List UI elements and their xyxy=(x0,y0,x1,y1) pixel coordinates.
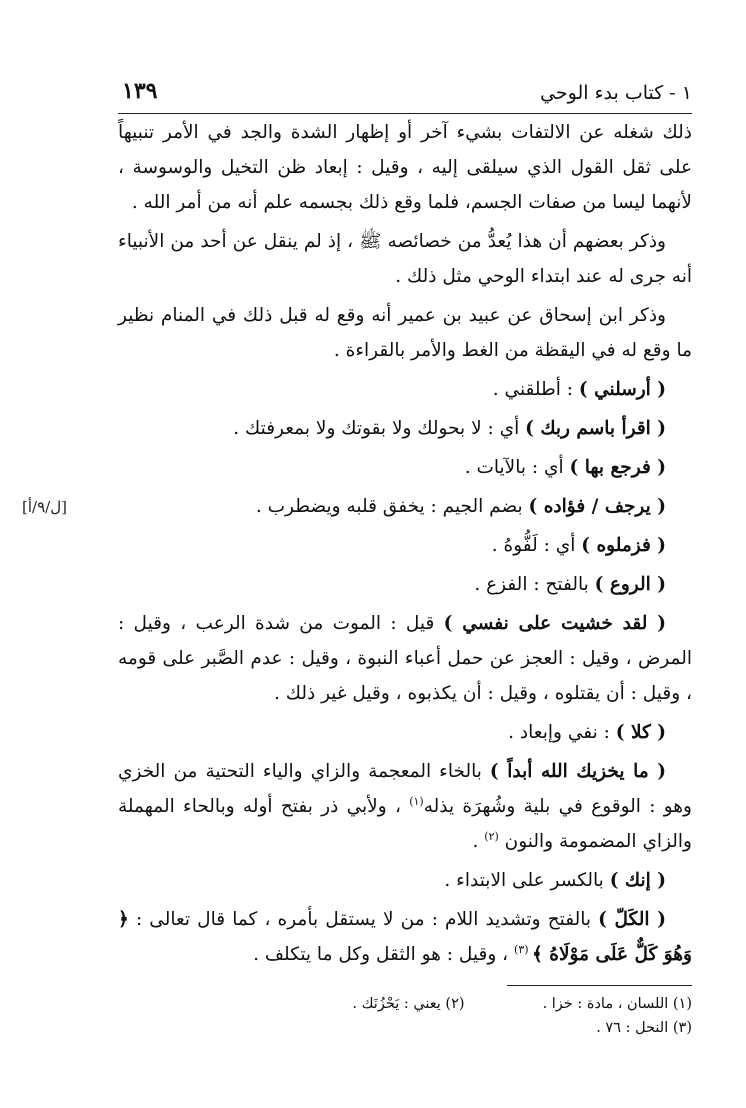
paragraph-text: ذلك شغله عن الالتفات بشيء آخر أو إظهار الشدة والجد في الأمر تنبيهاً على ثقل القول الذي سيلقى إليه ، وقيل : إبعاد ظن التخيل والوسوسة ، لأنهما ليسا من صفات الجسم، فلما وقع ذلك بجسمه علم أنه من أمر الله . xyxy=(118,122,692,213)
footnotes xyxy=(118,992,692,1040)
lemma-term: ( كلا ) xyxy=(615,722,666,743)
lemma-term: ﴿ وَهُوَ كَلٌّ عَلَى مَوْلَاهُ ﴾ xyxy=(118,909,692,965)
paragraph xyxy=(118,754,692,859)
running-title: ١ - كتاب بدء الوحي xyxy=(540,82,692,104)
paragraph-text: ، وقيل : هو الثقل وكل ما يتكلف . xyxy=(253,944,515,965)
lemma-term: ( الروع ) xyxy=(594,574,666,595)
paragraph xyxy=(118,372,692,407)
paragraph xyxy=(118,715,692,750)
page-header-area xyxy=(118,78,692,112)
paragraph-text: بالكسر على الابتداء . xyxy=(444,870,610,891)
paragraph-text: بالفتح : الفزع . xyxy=(474,574,595,595)
paragraph-text: بضم الجيم : يخفق قلبه ويضطرب . xyxy=(255,496,529,517)
paragraph xyxy=(118,298,692,368)
footnote-row-1 xyxy=(118,992,692,1016)
footnote-2: (٢) يعني : يَحْزُنَك . xyxy=(352,996,465,1012)
footnote-3: (٣) النحل : ٧٦ . xyxy=(596,1020,692,1036)
lemma-term: ( فزملوه ) xyxy=(581,535,666,556)
footnote-ref: (١) xyxy=(409,794,424,808)
paragraph-text: وذكر بعضهم أن هذا يُعدُّ من خصائصه ﷺ ، إذ لم ينقل عن أحد من الأنبياء أنه جرى له عند ابتداء الوحي مثل ذلك . xyxy=(118,231,692,287)
running-header xyxy=(118,78,692,112)
paragraph-text: وذكر ابن إسحاق عن عبيد بن عمير أنه وقع له قبل ذلك في المنام نظير ما وقع له في اليقظة من الغط والأمر بالقراءة . xyxy=(118,305,692,361)
main-text xyxy=(118,115,692,976)
paragraph-text: : نفي وإبعاد . xyxy=(508,722,616,743)
paragraph xyxy=(118,450,692,485)
footnote-row-2 xyxy=(118,1016,692,1040)
paragraph-text: . xyxy=(472,831,485,852)
paragraph-text: : أطلقني . xyxy=(492,379,579,400)
paragraph-text: أي : لا بحولك ولا بقوتك ولا بمعرفتك . xyxy=(233,418,526,439)
lemma-term: ( إنك ) xyxy=(609,870,666,891)
footnote-1: (١) اللسان ، مادة : خزا . xyxy=(542,996,692,1012)
paragraph xyxy=(118,902,692,972)
paragraph-text: أي : بالآيات . xyxy=(464,457,570,478)
header-rule xyxy=(118,113,692,114)
page-number: ١٣٩ xyxy=(122,78,158,104)
footnote-ref: (٢) xyxy=(484,829,499,843)
footnote-rule xyxy=(507,985,692,986)
lemma-term: ( الكَلّ ) xyxy=(598,909,666,930)
lemma-term: ( أرسلني ) xyxy=(578,379,666,400)
paragraph-text: أي : لَفُّوهُ . xyxy=(491,535,582,556)
footnote-ref: (٣) xyxy=(514,942,533,956)
paragraph xyxy=(118,411,692,446)
paragraph-text: بالخاء المعجمة والزاي والياء التحتية من الخزي وهو : الوقوع في بلية وشُهرَة يذله xyxy=(118,761,692,817)
lemma-term: ( اقرأ باسم ربك ) xyxy=(525,418,666,439)
lemma-term: ( لقد خشيت على نفسي ) xyxy=(443,613,666,634)
lemma-term: ( يرجف / فؤاده ) xyxy=(528,496,666,517)
paragraph xyxy=(118,528,692,563)
paragraph-text: قيل : الموت من شدة الرعب ، وقيل : المرض ، وقيل : العجز عن حمل أعباء النبوة ، وقيل : عدم الصَّبر على قومه ، وقيل : أن يقتلوه ، وقيل : أن يكذبوه ، وقيل غير ذلك . xyxy=(118,613,692,704)
paragraph xyxy=(118,115,692,220)
lemma-term: ( فرجع بها ) xyxy=(569,457,666,478)
paragraph xyxy=(118,489,692,524)
paragraph xyxy=(118,863,692,898)
paragraph xyxy=(118,606,692,711)
paragraph xyxy=(118,567,692,602)
manuscript-folio-marker: [ل/٩/أ] xyxy=(22,498,67,516)
paragraph-text: ، ولأبي ذر بفتح أوله وبالحاء المهملة والزاي المضمومة والنون xyxy=(118,796,692,852)
paragraph-text: بالفتح وتشديد اللام : من لا يستقل بأمره ، كما قال تعالى : xyxy=(128,909,599,930)
lemma-term: ( ما يخزيك الله أبداً ) xyxy=(489,761,666,782)
paragraph xyxy=(118,224,692,294)
